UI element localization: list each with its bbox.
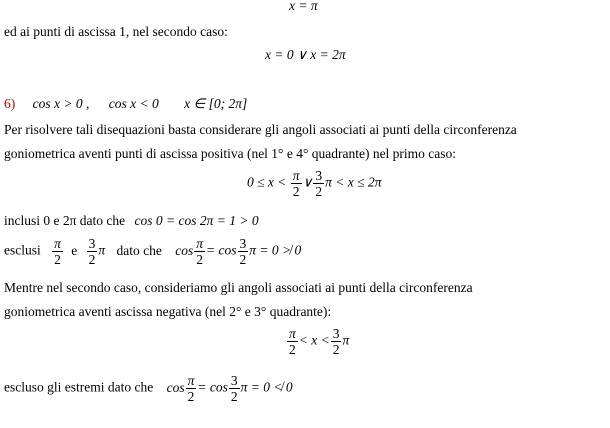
equation-x-equals-pi: x = π [289, 0, 318, 13]
paragraph-2-line-2: goniometrica aventi ascissa negativa (nel 2° e 3° quadrante): [4, 304, 332, 319]
inequality-cos-positive [247, 168, 381, 199]
esclusi-line [4, 236, 301, 267]
esclusi-and: e [71, 242, 78, 258]
cos-positive: cos x > 0 , [32, 96, 90, 111]
esclusi-label: esclusi [4, 242, 41, 258]
cos-label: cos [166, 379, 185, 395]
interval-condition: x ∈ [0; 2π] [184, 96, 248, 111]
fraction-3-over-2: $\frac{3}{2}$ [332, 326, 340, 357]
fraction-pi-over-2: $\frac{\pi}{2}$ [54, 236, 61, 267]
pi-symbol: π [98, 242, 106, 258]
cos-label: cos [175, 242, 194, 258]
cos-negative: cos x < 0 [108, 96, 159, 111]
pi-symbol: π [342, 332, 350, 348]
inequality-cos-negative [286, 326, 349, 357]
fraction-3-over-2: $\frac{3}{2}$ [239, 236, 247, 267]
equals-cos: = cos [206, 242, 237, 258]
paragraph-1-line-1: Per risolvere tali disequazioni basta considerare gli angoli associati ai punti della circonferenza [4, 122, 517, 137]
equation-x-0-or-2pi: x = 0 ∨ x = 2π [265, 47, 346, 62]
equals-cos: = cos [197, 379, 228, 395]
escluso-text: escluso gli estremi dato che [4, 379, 154, 395]
ineq1-right: π < x ≤ 2π [325, 174, 382, 190]
escluso-line [4, 373, 293, 404]
fraction-3-over-2: $\frac{3}{2}$ [88, 236, 96, 267]
ineq2-mid: < x < [298, 332, 330, 348]
fraction-pi-over-2: $\frac{\pi}{2}$ [187, 373, 195, 404]
fraction-pi-over-2: $\frac{\pi}{2}$ [289, 326, 296, 357]
esclusi-rest: π = 0 ≯ 0 [249, 242, 302, 258]
paragraph-1-line-2: goniometrica aventi punti di ascissa positiva (nel 1° e 4° quadrante) nel primo caso: [4, 146, 457, 161]
inclusi-text: inclusi 0 e 2π dato che [4, 213, 126, 228]
ineq1-or: ∨ [302, 174, 313, 190]
dato-che: dato che [116, 242, 162, 258]
text-line-ascissa-1: ed ai punti di ascissa 1, nel secondo caso: [4, 24, 228, 39]
ineq1-left: 0 ≤ x < [247, 174, 287, 190]
fraction-pi-over-2: $\frac{\pi}{2}$ [292, 168, 300, 199]
inclusi-math: cos 0 = cos 2π = 1 > 0 [134, 213, 259, 228]
item-6-heading [4, 96, 247, 112]
escluso-rest: π = 0 ≮ 0 [240, 379, 293, 395]
fraction-3-over-2: $\frac{3}{2}$ [315, 168, 323, 199]
item-number: 6) [4, 96, 16, 111]
fraction-3-over-2: $\frac{3}{2}$ [230, 373, 238, 404]
inclusi-line [4, 213, 259, 229]
fraction-pi-over-2: $\frac{\pi}{2}$ [196, 236, 204, 267]
paragraph-2-line-1: Mentre nel secondo caso, consideriamo gli angoli associati ai punti della circonferenza [4, 280, 473, 295]
